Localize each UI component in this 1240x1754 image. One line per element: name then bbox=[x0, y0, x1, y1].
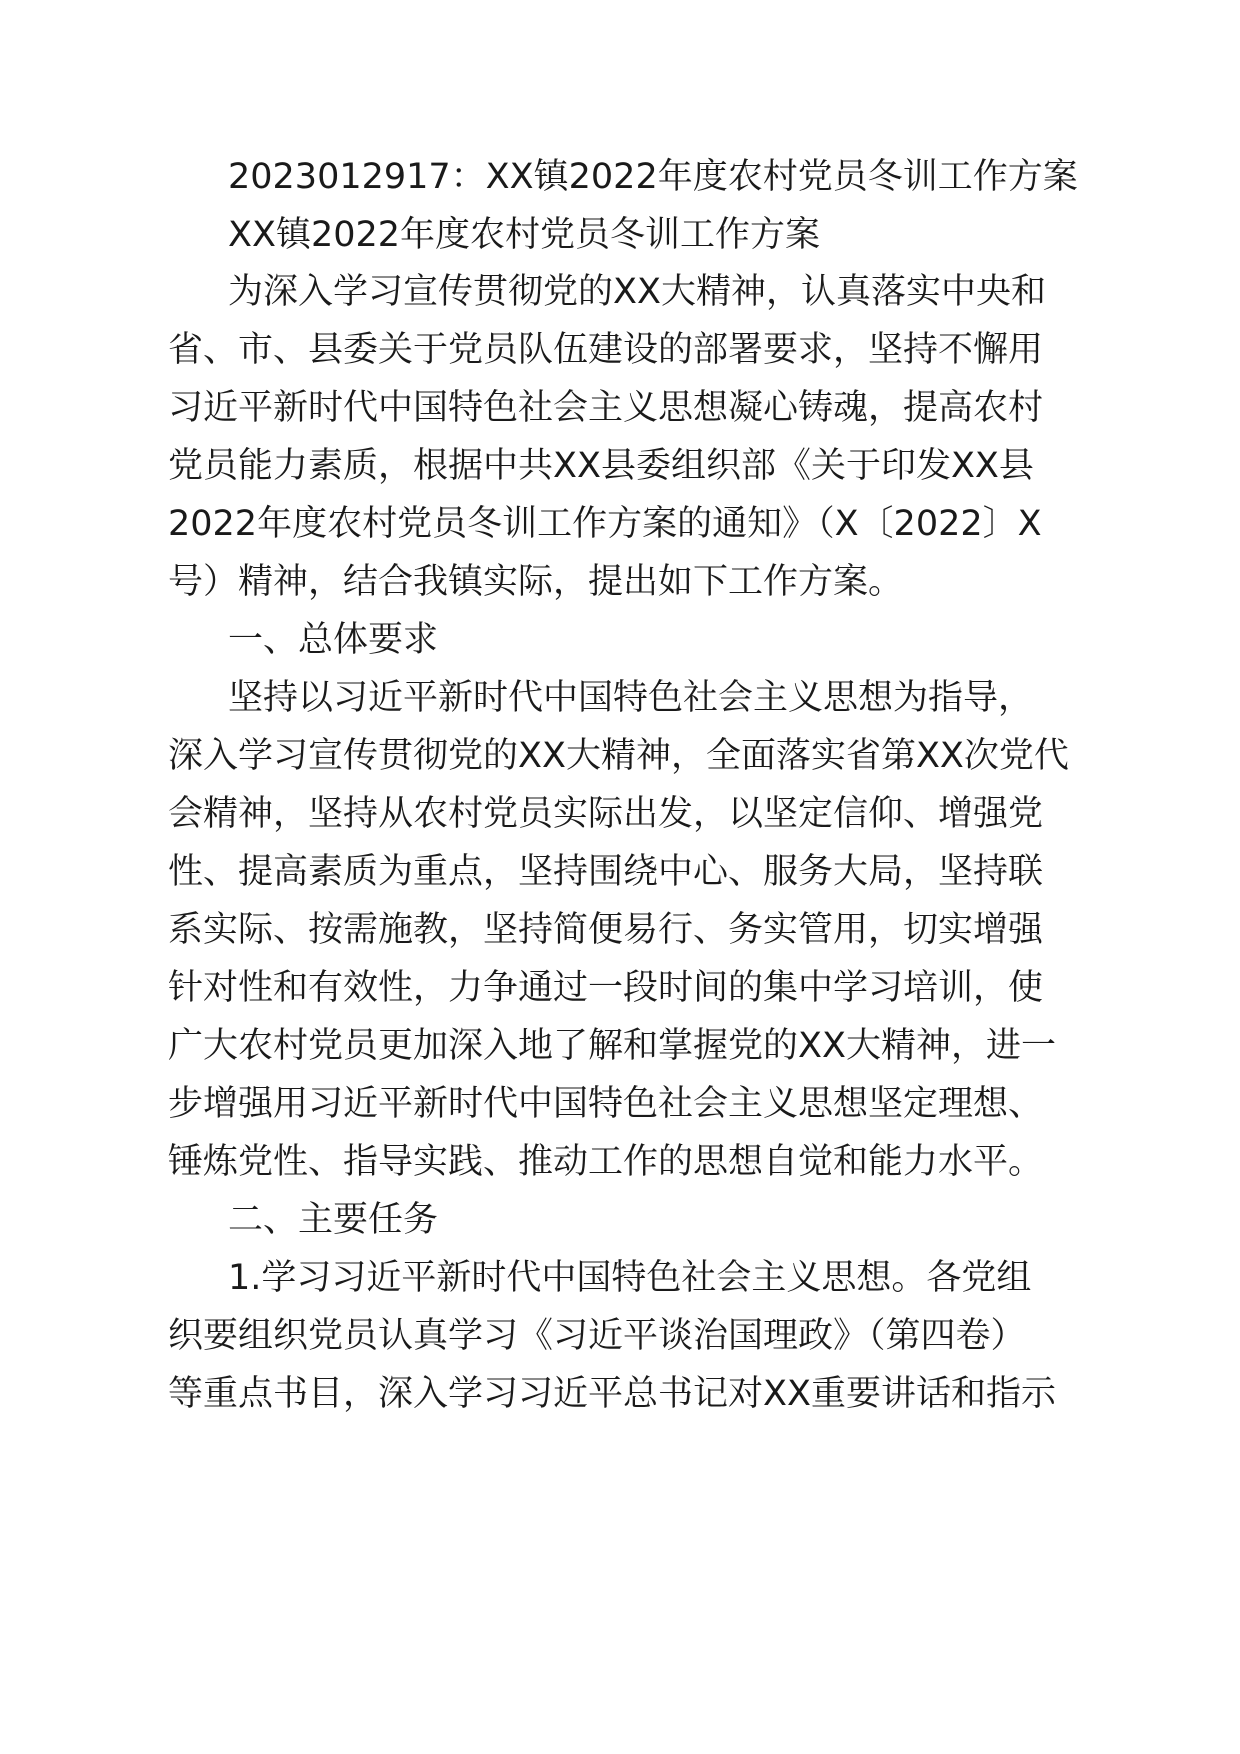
paragraph-line: 1.学习习近平新时代中国特色社会主义思想。各党组 bbox=[228, 1258, 1032, 1298]
paragraph-line: 省、市、县委关于党员队伍建设的部署要求，坚持不懈用 bbox=[168, 330, 1044, 370]
paragraph-line: 为深入学习宣传贯彻党的XX大精神，认真落实中央和 bbox=[228, 272, 1046, 312]
paragraph-line: 锤炼党性、指导实践、推动工作的思想自觉和能力水平。 bbox=[168, 1142, 1044, 1182]
document-heading-line: XX镇2022年度农村党员冬训工作方案 bbox=[228, 215, 821, 255]
paragraph-line: 习近平新时代中国特色社会主义思想凝心铸魂，提高农村 bbox=[168, 388, 1044, 428]
paragraph-line: 织要组织党员认真学习《习近平谈治国理政》（第四卷） bbox=[168, 1316, 1026, 1356]
paragraph-line: 号）精神，结合我镇实际，提出如下工作方案。 bbox=[168, 562, 904, 602]
paragraph-line: 性、提高素质为重点，坚持围绕中心、服务大局，坚持联 bbox=[168, 852, 1044, 892]
paragraph-line: 广大农村党员更加深入地了解和掌握党的XX大精神，进一 bbox=[168, 1026, 1056, 1066]
paragraph-line: 党员能力素质，根据中共XX县委组织部《关于印发XX县 bbox=[168, 446, 1034, 486]
paragraph-line: 等重点书目，深入学习习近平总书记对XX重要讲话和指示 bbox=[168, 1374, 1056, 1414]
paragraph-line: 系实际、按需施教，坚持简便易行、务实管用，切实增强 bbox=[168, 910, 1044, 950]
paragraph-line: 步增强用习近平新时代中国特色社会主义思想坚定理想、 bbox=[168, 1084, 1044, 1124]
section-heading: 一、总体要求 bbox=[228, 620, 439, 660]
paragraph-line: 坚持以习近平新时代中国特色社会主义思想为指导， bbox=[228, 678, 1034, 718]
section-heading: 二、主要任务 bbox=[228, 1200, 439, 1240]
paragraph-line: 2022年度农村党员冬训工作方案的通知》（X〔2022〕X bbox=[168, 504, 1042, 544]
paragraph-line: 会精神，坚持从农村党员实际出发，以坚定信仰、增强党 bbox=[168, 794, 1044, 834]
paragraph-line: 针对性和有效性，力争通过一段时间的集中学习培训，使 bbox=[168, 968, 1044, 1008]
paragraph-line: 深入学习宣传贯彻党的XX大精神，全面落实省第XX次党代 bbox=[168, 736, 1069, 776]
document-title-line: 2023012917：XX镇2022年度农村党员冬训工作方案 bbox=[228, 157, 1078, 197]
